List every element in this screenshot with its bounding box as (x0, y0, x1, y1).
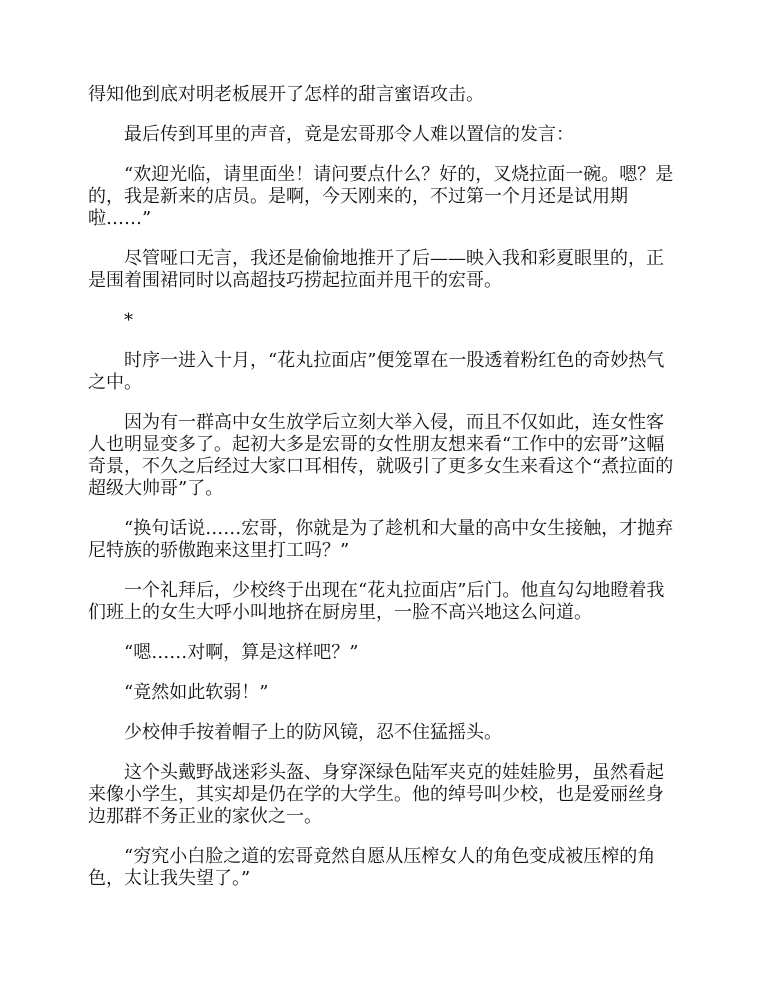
document-page (88, 84, 678, 908)
paragraph-3: “欢迎光临，请里面坐！请问要点什么？好的，叉烧拉面一碗。嗯？是的，我是新来的店员。是啊，今天刚来的，不过第一个月还是试用期啦……” (88, 164, 674, 229)
section-separator: * (124, 310, 133, 331)
paragraph-10: “竟然如此软弱！” (124, 682, 269, 703)
paragraph-2: 最后传到耳里的声音，竟是宏哥那令人难以置信的发言： (124, 124, 574, 145)
paragraph-1: 得知他到底对明老板展开了怎样的甜言蜜语攻击。 (88, 84, 484, 105)
paragraph-5: 时序一进入十月，“花丸拉面店”便笼罩在一股透着粉红色的奇妙热气之中。 (88, 350, 665, 393)
paragraph-6: 因为有一群高中女生放学后立刻大举入侵，而且不仅如此，连女性客人也明显变多了。起初大多是宏哥的女性朋友想来看“工作中的宏哥”这幅奇景，不久之后经过大家口耳相传，就吸引了更多女生来看这个“煮拉面的超级大帅哥”了。 (88, 412, 674, 499)
paragraph-4: 尽管哑口无言，我还是偷偷地推开了后——映入我和彩夏眼里的，正是围着围裙同时以高超技巧捞起拉面并甩干的宏哥。 (88, 248, 664, 291)
paragraph-13: “穷究小白脸之道的宏哥竟然自愿从压榨女人的角色变成被压榨的角色，太让我失望了。” (88, 846, 656, 889)
paragraph-7: “换句话说……宏哥，你就是为了趁机和大量的高中女生接触，才抛弃尼特族的骄傲跑来这里打工吗？” (88, 518, 674, 561)
paragraph-9: “嗯……对啊，算是这样吧？” (124, 642, 359, 663)
paragraph-8: 一个礼拜后，少校终于出现在“花丸拉面店”后门。他直勾勾地瞪着我们班上的女生大呼小叫地挤在厨房里，一脸不高兴地这么问道。 (88, 580, 665, 623)
paragraph-12: 这个头戴野战迷彩头盔、身穿深绿色陆军夹克的娃娃脸男，虽然看起来像小学生，其实却是仍在学的大学生。他的绰号叫少校，也是爱丽丝身边那群不务正业的家伙之一。 (88, 762, 664, 827)
paragraph-11: 少校伸手按着帽子上的防风镜，忍不住猛摇头。 (124, 722, 502, 743)
